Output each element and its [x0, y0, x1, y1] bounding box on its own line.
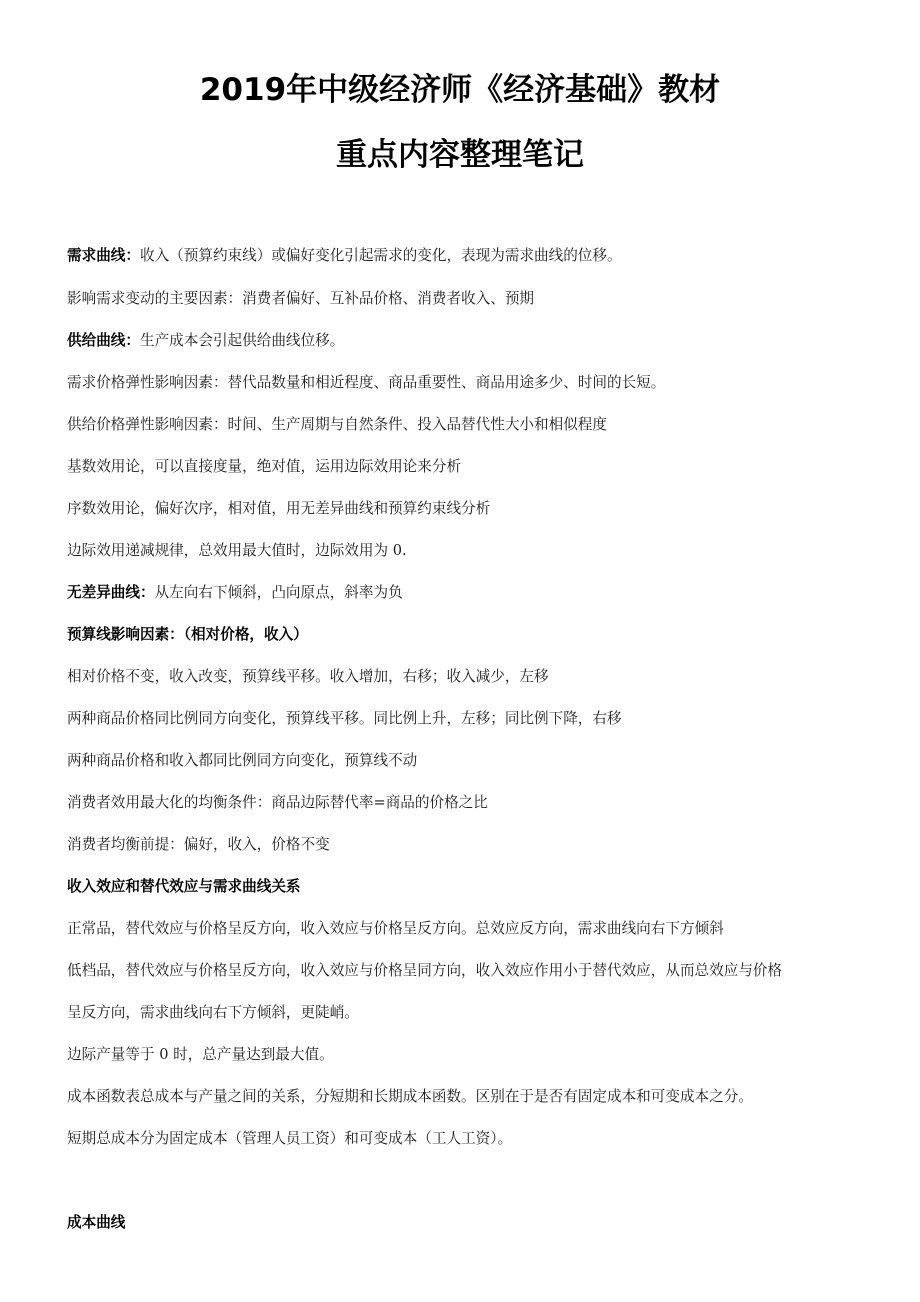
- paragraph-text: 两种商品价格同比例同方向变化，预算线平移。同比例上升，左移；同比例下降，右移: [67, 710, 622, 727]
- paragraph: [67, 457, 461, 477]
- paragraph: [67, 246, 622, 266]
- paragraph: [67, 1045, 334, 1065]
- paragraph-text: 影响需求变动的主要因素：消费者偏好、互补品价格、消费者收入、预期: [67, 290, 535, 307]
- section-heading: [67, 1213, 125, 1233]
- paragraph: [67, 583, 403, 603]
- paragraph: [67, 1129, 512, 1149]
- paragraph-text: 从左向右下倾斜，凸向原点，斜率为负: [154, 584, 403, 601]
- paragraph-text: 短期总成本分为固定成本（管理人员工资）和可变成本（工人工资）。: [67, 1130, 513, 1147]
- paragraph: [67, 709, 622, 729]
- section-heading: [67, 625, 308, 645]
- term-label: 供给曲线：: [67, 332, 140, 349]
- paragraph: [67, 331, 344, 351]
- paragraph-continuation: [67, 1003, 359, 1023]
- term-label: 需求曲线：: [67, 247, 140, 264]
- paragraph: [67, 415, 607, 435]
- document-subtitle: 重点内容整理笔记: [336, 137, 584, 173]
- paragraph-text: 边际产量等于 0 时，总产量达到最大值。: [67, 1046, 334, 1063]
- paragraph: [67, 793, 488, 813]
- heading-text: 成本曲线: [67, 1214, 126, 1231]
- paragraph: [67, 751, 417, 771]
- paragraph: [67, 373, 665, 393]
- paragraph-text: 生产成本会引起供给曲线位移。: [139, 332, 345, 349]
- heading-text: 收入效应和替代效应与需求曲线关系: [67, 878, 301, 895]
- paragraph-text: 消费者效用最大化的均衡条件：商品边际替代率=商品的价格之比: [67, 794, 488, 811]
- paragraph: [67, 667, 549, 687]
- paragraph-text: 低档品，替代效应与价格呈反方向，收入效应与价格呈同方向，收入效应作用小于替代效应，从而总效应与价格: [67, 962, 783, 979]
- term-label: 无差异曲线：: [67, 584, 155, 601]
- paragraph-text: 供给价格弹性影响因素：时间、生产周期与自然条件、投入品替代性大小和相似程度: [67, 416, 607, 433]
- section-heading: [67, 877, 301, 897]
- paragraph: [67, 499, 490, 519]
- paragraph: [67, 541, 407, 561]
- paragraph-text: 收入（预算约束线）或偏好变化引起需求的变化，表现为需求曲线的位移。: [139, 247, 622, 264]
- paragraph-text: 边际效用递减规律，总效用最大值时，边际效用为 0.: [67, 542, 407, 559]
- paragraph: [67, 961, 782, 981]
- paragraph-text: 呈反方向，需求曲线向右下方倾斜，更陡峭。: [67, 1004, 359, 1021]
- paragraph: [67, 1087, 753, 1107]
- paragraph-text: 正常品，替代效应与价格呈反方向，收入效应与价格呈反方向。总效应反方向，需求曲线向右下方倾斜: [67, 920, 724, 937]
- paragraph: [67, 289, 534, 309]
- paragraph-text: 需求价格弹性影响因素：替代品数量和相近程度、商品重要性、商品用途多少、时间的长短。: [67, 374, 666, 391]
- paragraph: [67, 919, 724, 939]
- paragraph-text: 消费者均衡前提：偏好，收入，价格不变: [67, 836, 330, 853]
- document-title: 2019年中级经济师《经济基础》教材: [199, 72, 721, 108]
- heading-text: 预算线影响因素：（相对价格，收入）: [67, 626, 308, 643]
- paragraph-text: 成本函数表总成本与产量之间的关系，分短期和长期成本函数。区别在于是否有固定成本和可变成本之分。: [67, 1088, 753, 1105]
- paragraph-text: 基数效用论，可以直接度量，绝对值，运用边际效用论来分析: [67, 458, 462, 475]
- paragraph: [67, 835, 330, 855]
- paragraph-text: 两种商品价格和收入都同比例同方向变化，预算线不动: [67, 752, 418, 769]
- paragraph-text: 相对价格不变，收入改变，预算线平移。收入增加，右移；收入减少，左移: [67, 668, 549, 685]
- paragraph-text: 序数效用论，偏好次序，相对值，用无差异曲线和预算约束线分析: [67, 500, 491, 517]
